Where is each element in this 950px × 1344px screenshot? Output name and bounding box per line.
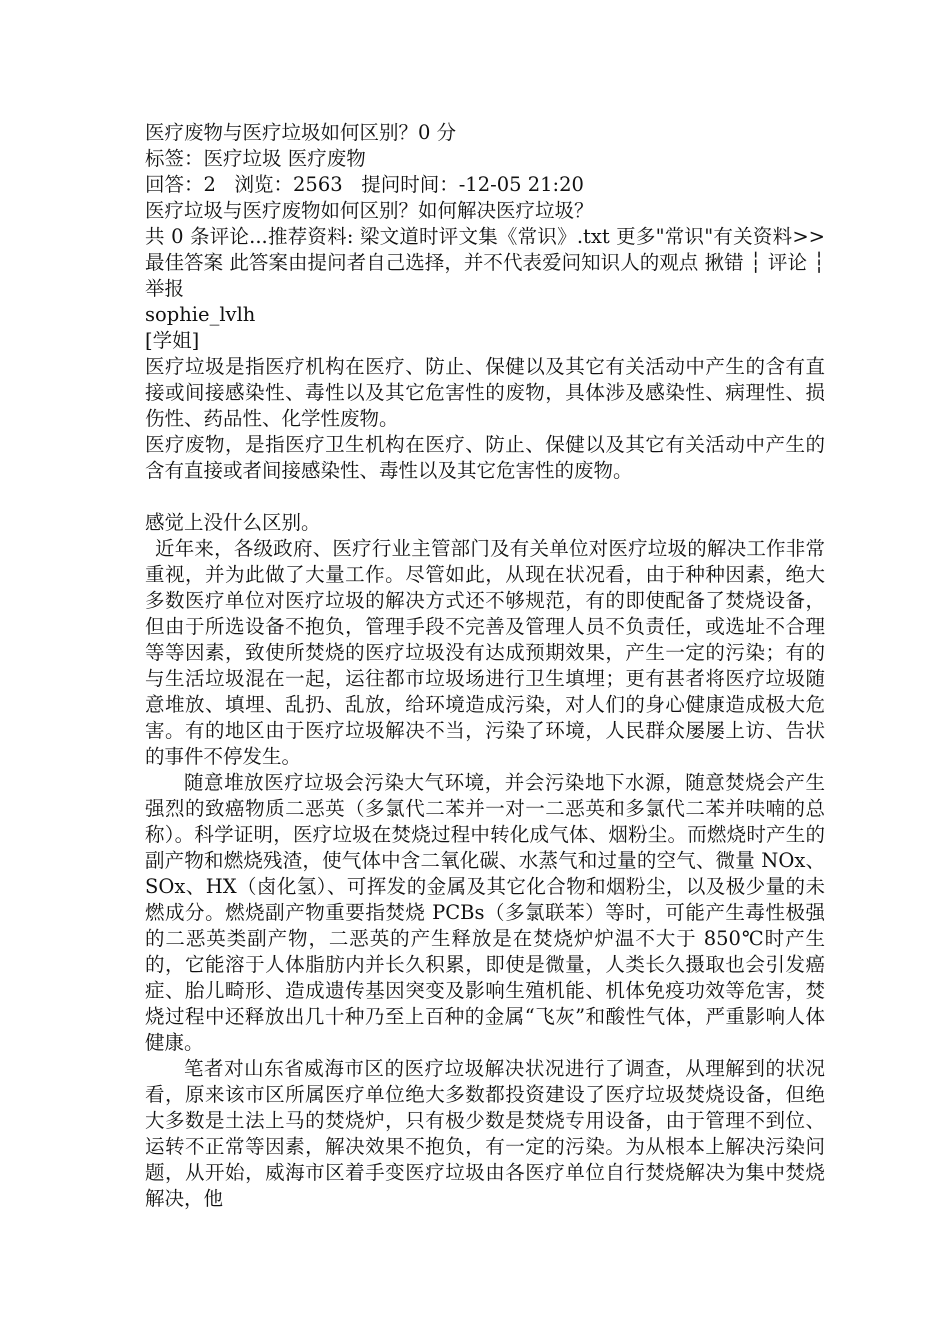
question-title: 医疗废物与医疗垃圾如何区别？0 分 [145, 121, 457, 144]
answer-paragraph: 医疗垃圾是指医疗机构在医疗、防止、保健以及其它有关活动中产生的含有直接或间接感染性、毒性以及其它危害性的废物，具体涉及感染性、病理性、损伤性、药品性、化学性废物。 [145, 355, 825, 430]
answer-meta [145, 224, 825, 302]
correct-error-link[interactable]: 揪错 [704, 251, 744, 274]
document-page [145, 120, 825, 1212]
question-tags: 标签：医疗垃圾 医疗废物 [145, 147, 366, 170]
question-stats: 回答：2 浏览：2563 提问时间：-12-05 21:20 [145, 173, 584, 196]
answer-paragraph: 近年来，各级政府、医疗行业主管部门及有关单位对医疗垃圾的解决工作非常重视，并为此做了大量工作。尽管如此，从现在状况看，由于种种因素，绝大多数医疗单位对医疗垃圾的解决方式还不够规范，有的即使配备了焚烧设备，但由于所选设备不抱负，管理手段不完善及管理人员不负责任，或选址不合理等等因素，致使所焚烧的医疗垃圾没有达成预期效果，产生一定的污染；有的与生活垃圾混在一起，运往都市垃圾场进行卫生填埋；更有甚者将医疗垃圾随意堆放、填埋、乱扔、乱放，给环境造成污染，对人们的身心健康造成极大危害。有的地区由于医疗垃圾解决不当，污染了环境，人民群众屡屡上访、告状的事件不停发生。 [145, 537, 825, 768]
separator: ┆ [743, 251, 768, 274]
answer-paragraph: 笔者对山东省威海市区的医疗垃圾解决状况进行了调查，从理解到的状况看，原来该市区所属医疗单位绝大多数都投资建设了医疗垃圾焚烧设备，但绝大多数是土法上马的焚烧炉，只有极少数是焚烧专用设备，由于管理不到位、运转不正常等因素，解决效果不抱负，有一定的污染。为从根本上解决污染问题，从开始，威海市区着手变医疗垃圾由各医疗单位自行焚烧解决为集中焚烧解决，他 [145, 1057, 825, 1210]
answer-paragraph: 医疗废物，是指医疗卫生机构在医疗、防止、保健以及其它有关活动中产生的含有直接或者间接感染性、毒性以及其它危害性的废物。 [145, 433, 825, 482]
comment-link[interactable]: 评论 [767, 251, 807, 274]
question-text: 医疗垃圾与医疗废物如何区别？如何解决医疗垃圾？ [145, 199, 594, 222]
answer-paragraph: 感觉上没什么区别。 [145, 511, 321, 534]
answer-username[interactable]: sophie_lvlh [145, 303, 256, 326]
report-link[interactable]: 举报 [145, 277, 185, 300]
comment-and-recommend-text: 共 0 条评论...推荐资料: 梁文道时评文集《常识》.txt 更多"常识"有关资料>> 最佳答案 此答案由提问者自己选择，并不代表爱问知识人的观点 [145, 225, 825, 274]
answer-paragraph: 随意堆放医疗垃圾会污染大气环境，并会污染地下水源，随意焚烧会产生强烈的致癌物质二恶英（多氯代二苯并一对一二恶英和多氯代二苯并呋喃的总称）。科学证明，医疗垃圾在焚烧过程中转化成气体、烟粉尘。而燃烧时产生的副产物和燃烧残渣，使气体中含二氧化碳、水蒸气和过量的空气、微量 NOx、SOx、HX（卤化氢）、可挥发的金属及其它化合物和烟粉尘，以及极少量的未燃成分。燃烧副产物重要指焚烧 PCBs（多氯联苯）等时，可能产生毒性极强的二恶英类副产物，二恶英的产生释放是在焚烧炉炉温不大于 850℃时产生的，它能溶于人体脂肪内并长久积累，即使是微量，人类长久摄取也会引发癌症、胎儿畸形、造成遗传基因突变及影响生殖机能、机体免疫功效等危害，焚烧过程中还释放出几十种乃至上百种的金属“飞灰”和酸性气体，严重影响人体健康。 [145, 771, 825, 1054]
blank-line [145, 484, 825, 510]
answer-rank: [学姐] [145, 329, 200, 352]
separator: ┆ [807, 251, 825, 274]
